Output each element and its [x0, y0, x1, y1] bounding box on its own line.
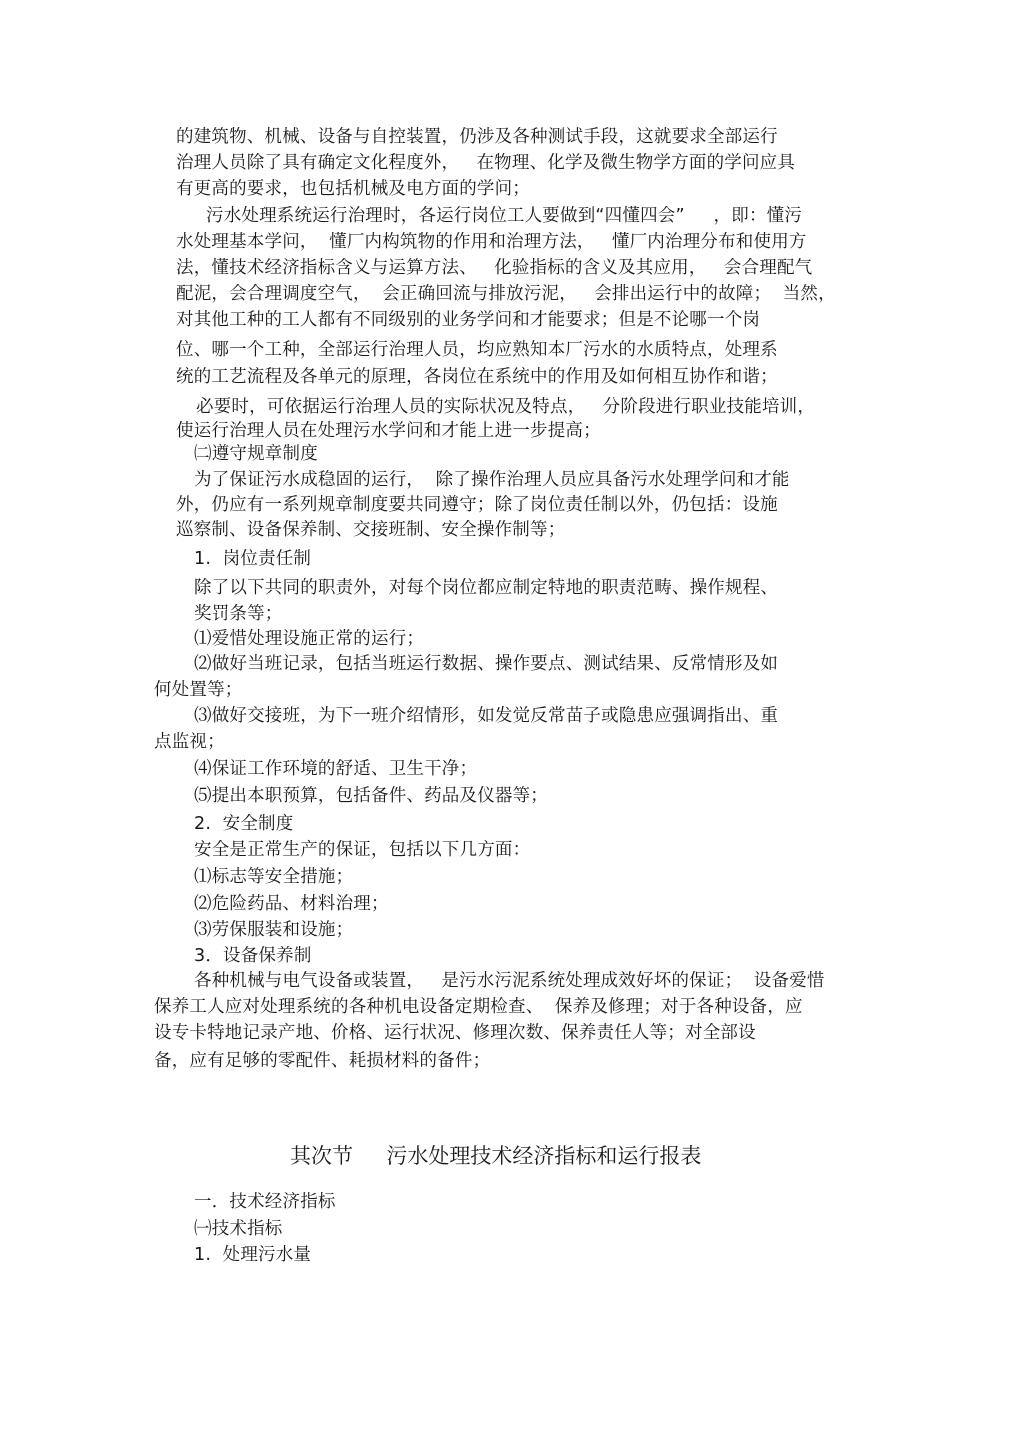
text-line: 治理人员除了具有确定文化程度外， 在物理、化学及微生物学方面的学问应具 — [176, 153, 796, 173]
text-line: 各种机械与电气设备或装置， 是污水污泥系统处理成效好坏的保证； 设备爱惜 — [194, 971, 825, 991]
text-line: 奖罚条等； — [194, 604, 283, 624]
text-line: 必要时，可依据运行治理人员的实际状况及特点， 分阶段进行职业技能培训， — [196, 397, 816, 417]
text-line: 法，懂技术经济指标含义与运算方法、 化验指标的含义及其应用， 会合理配气 — [176, 258, 813, 278]
text-line: 为了保证污水成稳固的运行， 除了操作治理人员应具备污水处理学问和才能 — [194, 470, 790, 490]
text-line: 1. 处理污水量 — [194, 1245, 312, 1265]
text-line: 点监视； — [154, 732, 225, 752]
text-line: 1. 岗位责任制 — [194, 549, 312, 569]
text-line: 外，仍应有一系列规章制度要共同遵守；除了岗位责任制以外，仍包括：设施 — [176, 495, 778, 515]
text-line: 一．技术经济指标 — [194, 1192, 336, 1212]
text-line: 的建筑物、机械、设备与自控装置，仍涉及各种测试手段，这就要求全部运行 — [176, 127, 778, 147]
text-line: 位、哪一个工种，全部运行治理人员，均应熟知本厂污水的水质特点，处理系 — [176, 340, 778, 360]
text-line: 对其他工种的工人都有不同级别的业务学问和才能要求；但是不论哪一个岗 — [176, 310, 761, 330]
text-line: ㈠技术指标 — [194, 1219, 283, 1239]
text-line: ⑷保证工作环境的舒适、卫生干净； — [194, 759, 478, 779]
text-line: ⑶做好交接班，为下一班介绍情形，如发觉反常苗子或隐患应强调指出、重 — [194, 706, 779, 726]
text-line: 3．设备保养制 — [194, 946, 312, 966]
text-line: 有更高的要求，也包括机械及电方面的学问； — [176, 179, 530, 199]
section-heading: 其次节 污水处理技术经济指标和运行报表 — [290, 1144, 702, 1168]
text-line: ⑶劳保服装和设施； — [194, 920, 354, 940]
text-line: 备，应有足够的零配件、耗损材料的备件； — [154, 1051, 491, 1071]
text-line: ⑸提出本职预算，包括备件、药品及仪器等； — [194, 786, 548, 806]
text-line: ⑵危险药品、材料治理； — [194, 894, 389, 914]
text-line: 污水处理系统运行治理时，各运行岗位工人要做到“四懂四会” ，即：懂污 — [206, 206, 803, 226]
text-line: ⑴标志等安全措施； — [194, 867, 354, 887]
text-line: 使运行治理人员在处理污水学问和才能上进一步提高； — [176, 421, 601, 441]
text-line: 何处置等； — [154, 680, 243, 700]
text-line: 配泥，会合理调度空气， 会正确回流与排放污泥， 会排出运行中的故障； 当然， — [176, 284, 836, 304]
text-line: 保养工人应对处理系统的各种机电设备定期检查、 保养及修理；对于各种设备，应 — [154, 997, 803, 1017]
text-line: ㈡遵守规章制度 — [194, 444, 318, 464]
text-line: 水处理基本学问， 懂厂内构筑物的作用和治理方法， 懂厂内治理分布和使用方 — [176, 232, 807, 252]
text-line: 统的工艺流程及各单元的原理，各岗位在系统中的作用及如何相互协作和谐； — [176, 367, 778, 387]
text-line: 安全是正常生产的保证，包括以下几方面： — [194, 840, 531, 860]
text-line: 除了以下共同的职责外，对每个岗位都应制定特地的职责范畴、操作规程、 — [194, 578, 779, 598]
text-line: 巡察制、设备保养制、交接班制、安全操作制等； — [176, 520, 566, 540]
text-line: 设专卡特地记录产地、价格、运行状况、修理次数、保养责任人等；对全部设 — [154, 1023, 756, 1043]
text-line: ⑵做好当班记录，包括当班运行数据、操作要点、测试结果、反常情形及如 — [194, 654, 779, 674]
text-line: ⑴爱惜处理设施正常的运行； — [194, 629, 425, 649]
text-line: 2. 安全制度 — [194, 814, 294, 834]
